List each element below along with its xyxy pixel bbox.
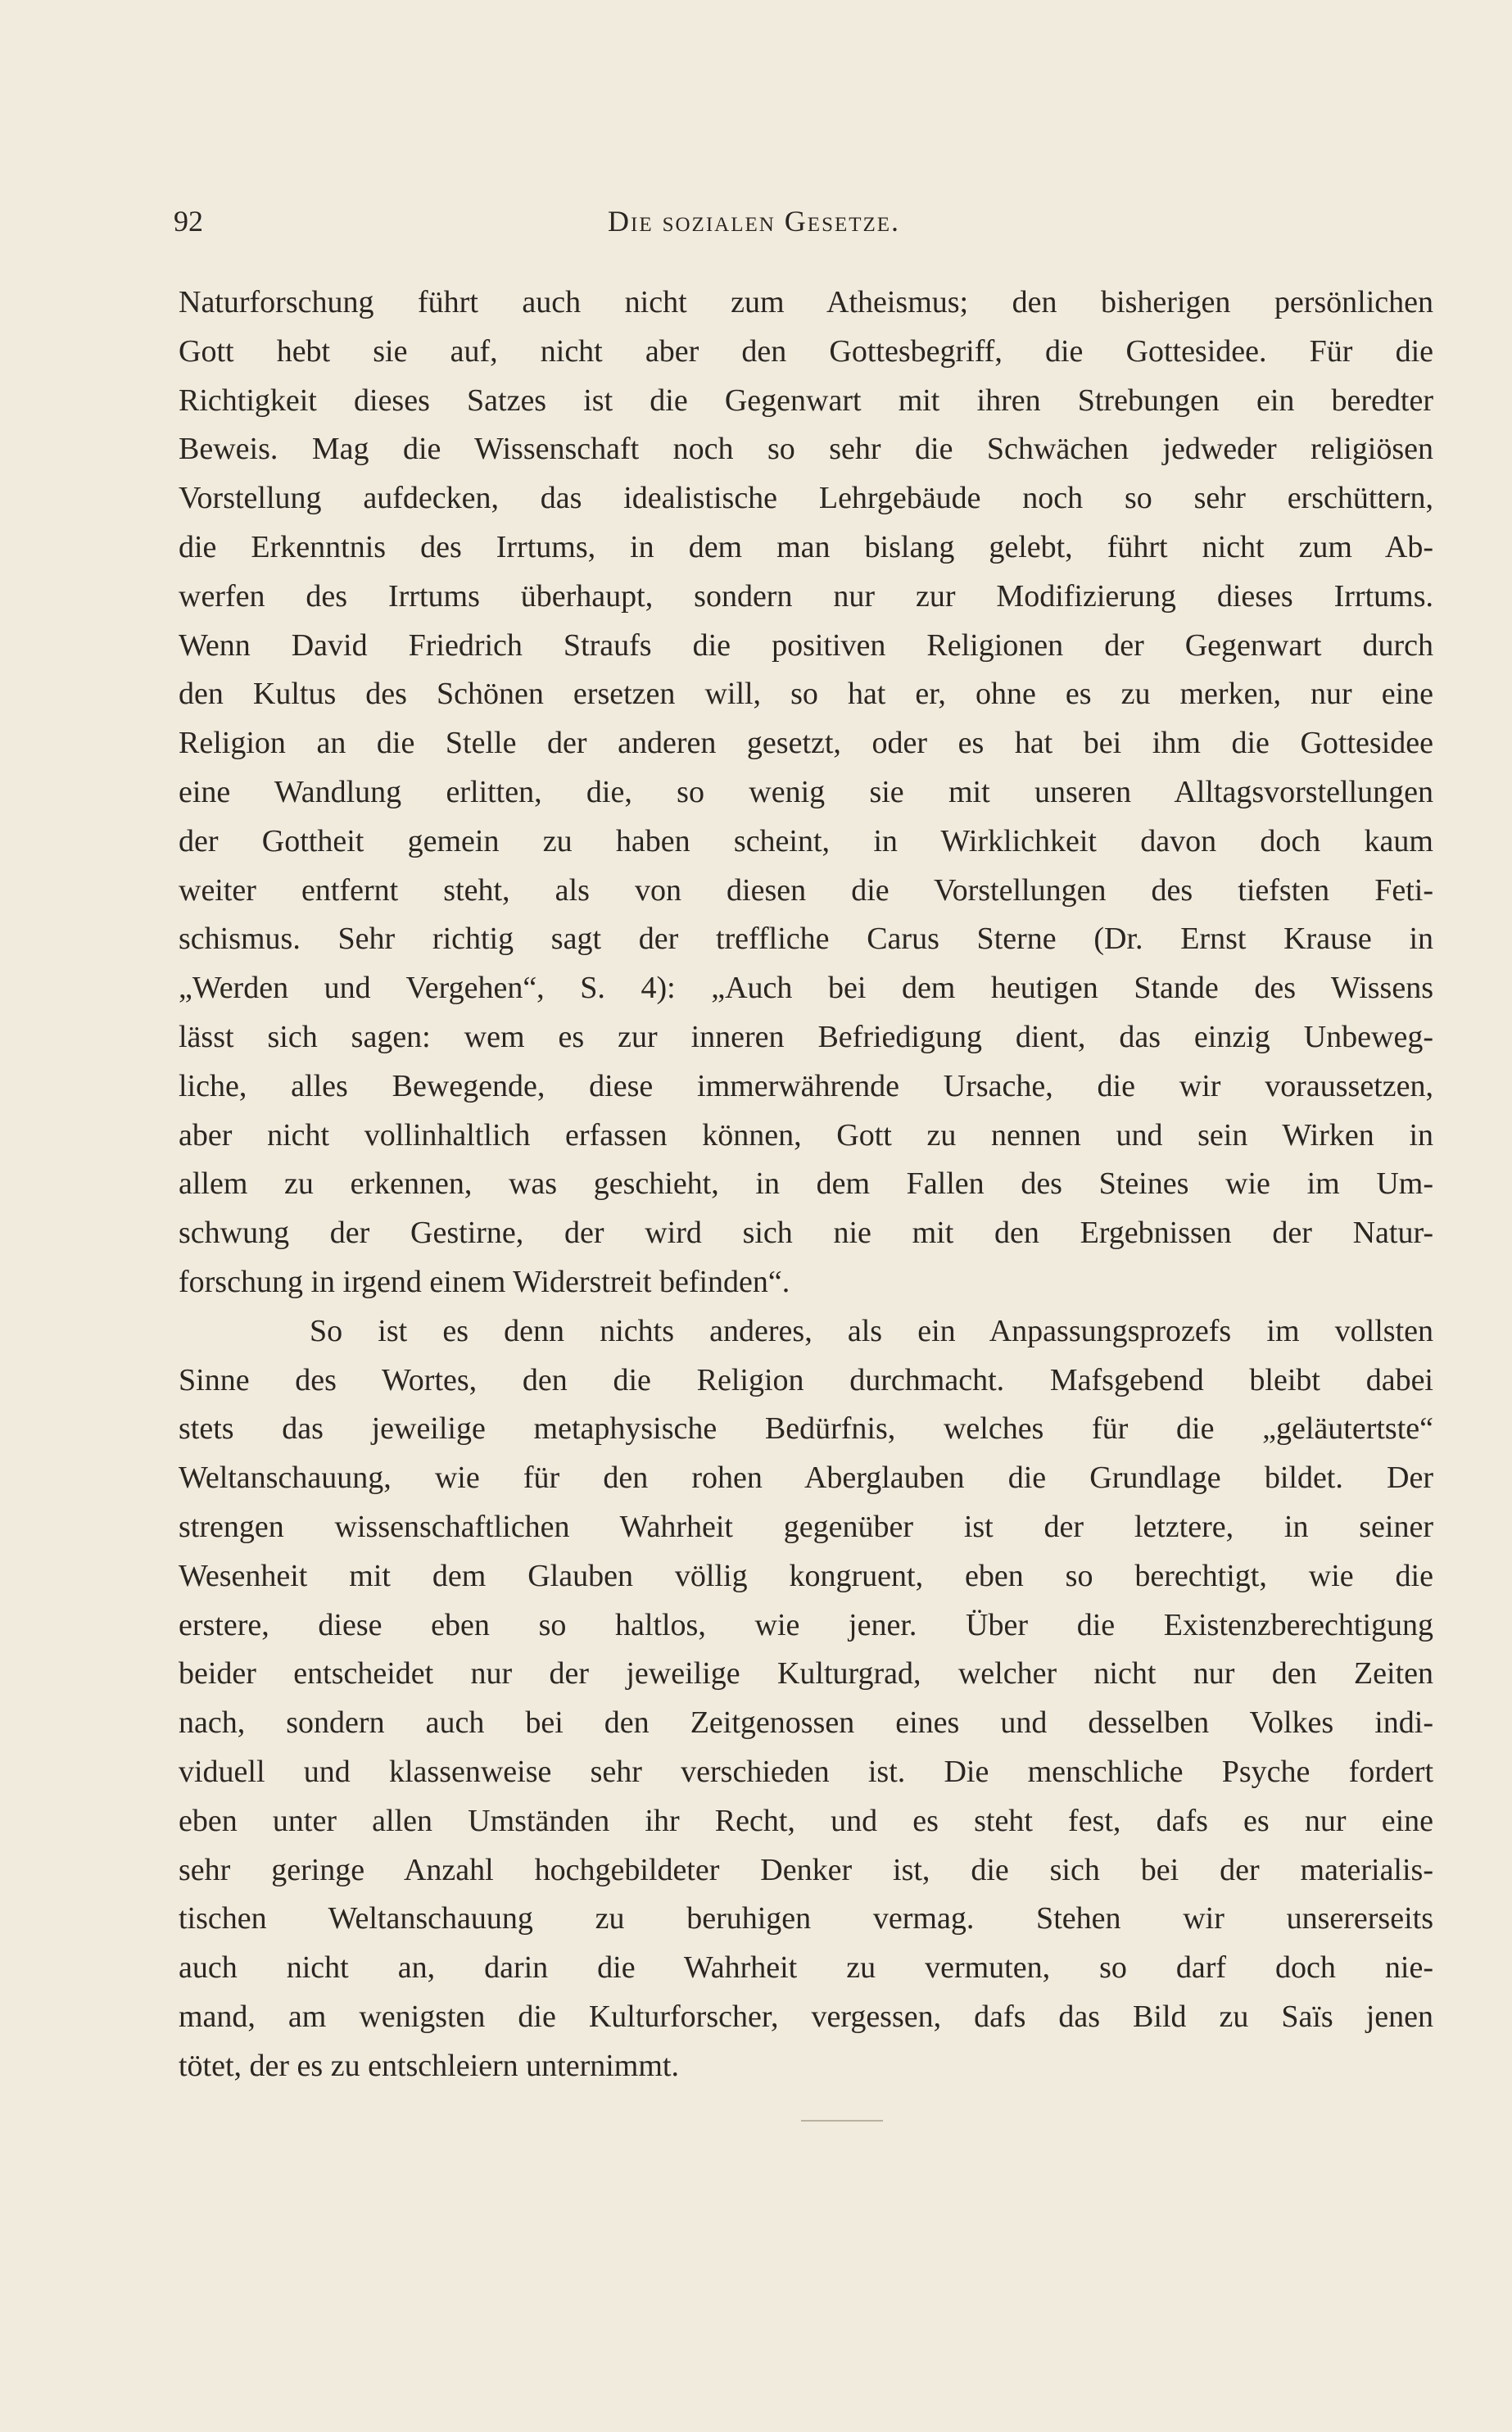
text-line-paragraph-end: tötet, der es zu entschleiern unternimmt. <box>179 2048 679 2083</box>
text-line: aber nicht vollinhaltlich erfassen können, Gott zu nennen und sein Wirken in <box>179 1117 1433 1153</box>
text-line: stets das jeweilige metaphysische Bedürfnis, welches für die „geläutertste“ <box>179 1411 1433 1447</box>
text-line: Weltanschauung, wie für den rohen Aberglauben die Grundlage bildet. Der <box>179 1461 1433 1496</box>
text-line: Sinne des Wortes, den die Religion durchmacht. Mafsgebend bleibt dabei <box>179 1362 1433 1397</box>
bottom-divider <box>801 2120 883 2122</box>
text-line: lässt sich sagen: wem es zur inneren Befriedigung dient, das einzig Unbeweg- <box>179 1019 1433 1054</box>
text-line: Naturforschung führt auch nicht zum Atheismus; den bisherigen persönlichen <box>179 285 1433 319</box>
running-title: Die sozialen Gesetze. <box>608 205 901 238</box>
text-line: beider entscheidet nur der jeweilige Kulturgrad, welcher nicht nur den Zeiten <box>179 1656 1433 1692</box>
text-line: Beweis. Mag die Wissenschaft noch so sehr die Schwächen jedweder religiösen <box>179 432 1433 467</box>
text-line: eine Wandlung erlitten, die, so wenig sie mit unseren Alltagsvorstellungen <box>179 774 1433 809</box>
text-line: liche, alles Bewegende, diese immerwährende Ursache, die wir voraussetzen, <box>179 1068 1433 1103</box>
page-number: 92 <box>174 205 203 238</box>
text-line: nach, sondern auch bei den Zeitgenossen eines und desselben Volkes indi- <box>179 1705 1433 1741</box>
text-line: Religion an die Stelle der anderen gesetzt, oder es hat bei ihm die Gottesidee <box>179 726 1433 761</box>
text-line: „Werden und Vergehen“, S. 4): „Auch bei dem heutigen Stande des Wissens <box>179 971 1433 1006</box>
text-line: Richtigkeit dieses Satzes ist die Gegenwart mit ihren Strebungen ein beredter <box>179 383 1433 418</box>
running-head <box>174 201 1443 242</box>
text-line: schwung der Gestirne, der wird sich nie mit den Ergebnissen der Natur- <box>179 1216 1433 1251</box>
text-line: tischen Weltanschauung zu beruhigen vermag. Stehen wir unsererseits <box>179 1901 1433 1936</box>
text-line: Vorstellung aufdecken, das idealistische Lehrgebäude noch so sehr erschüttern, <box>179 481 1433 516</box>
text-line: erstere, diese eben so haltlos, wie jener. Über die Existenzberechtigung <box>179 1607 1433 1642</box>
text-line: den Kultus des Schönen ersetzen will, so hat er, ohne es zu merken, nur eine <box>179 677 1433 712</box>
text-line-paragraph-start: So ist es denn nichts anderes, als ein Anpassungsprozefs im vollsten <box>310 1313 1433 1348</box>
text-line: eben unter allen Umständen ihr Recht, und es steht fest, dafs es nur eine <box>179 1803 1433 1838</box>
text-line: weiter entfernt steht, als von diesen die Vorstellungen des tiefsten Feti- <box>179 872 1433 908</box>
text-line: sehr geringe Anzahl hochgebildeter Denker ist, die sich bei der materialis- <box>179 1852 1433 1887</box>
body-text <box>179 279 1433 2090</box>
text-line: der Gottheit gemein zu haben scheint, in Wirklichkeit davon doch kaum <box>179 823 1433 858</box>
text-line: Wenn David Friedrich Straufs die positiven Religionen der Gegenwart durch <box>179 627 1433 663</box>
text-line: Gott hebt sie auf, nicht aber den Gottesbegriff, die Gottesidee. Für die <box>179 333 1433 369</box>
text-line: die Erkenntnis des Irrtums, in dem man bislang gelebt, führt nicht zum Ab- <box>179 529 1433 564</box>
text-line: viduell und klassenweise sehr verschieden ist. Die menschliche Psyche fordert <box>179 1754 1433 1789</box>
text-line: allem zu erkennen, was geschieht, in dem Fallen des Steines wie im Um- <box>179 1166 1433 1202</box>
text-line: auch nicht an, darin die Wahrheit zu vermuten, so darf doch nie- <box>179 1950 1433 1986</box>
text-line: werfen des Irrtums überhaupt, sondern nur zur Modifizierung dieses Irrtums. <box>179 578 1433 614</box>
text-line: Wesenheit mit dem Glauben völlig kongruent, eben so berechtigt, wie die <box>179 1558 1433 1593</box>
text-line: strengen wissenschaftlichen Wahrheit gegenüber ist der letztere, in seiner <box>179 1509 1433 1544</box>
text-line: mand, am wenigsten die Kulturforscher, vergessen, dafs das Bild zu Saïs jenen <box>179 1999 1433 2034</box>
text-line-paragraph-end: forschung in irgend einem Widerstreit befinden“. <box>179 1264 790 1299</box>
text-line: schismus. Sehr richtig sagt der treffliche Carus Sterne (Dr. Ernst Krause in <box>179 922 1433 957</box>
